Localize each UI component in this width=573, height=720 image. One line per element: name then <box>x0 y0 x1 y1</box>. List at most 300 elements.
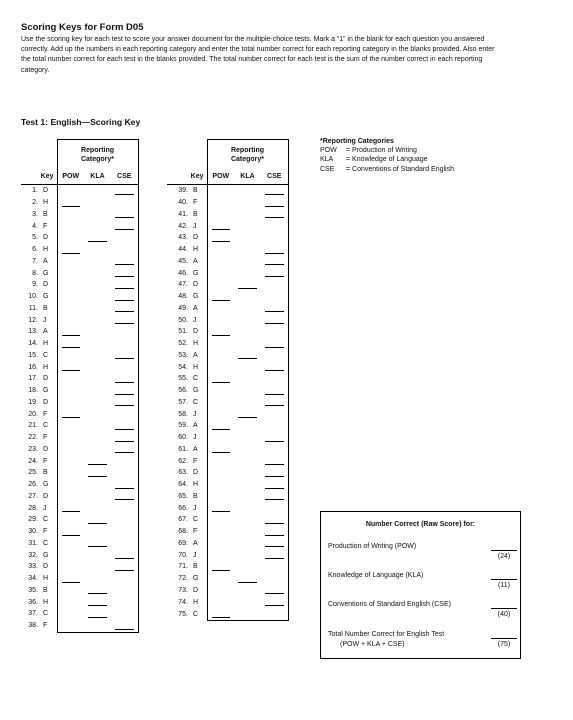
key-row <box>21 209 138 221</box>
answer-blank[interactable] <box>115 229 134 230</box>
answer-blank[interactable] <box>88 241 107 242</box>
category-cell <box>57 620 84 632</box>
answer-key: D <box>43 445 49 453</box>
category-cell <box>234 561 261 573</box>
key-row <box>21 314 138 326</box>
category-cell <box>207 432 234 444</box>
category-cell <box>57 220 84 232</box>
category-cell <box>57 514 84 526</box>
category-cell <box>57 256 84 268</box>
key-row <box>167 549 288 561</box>
answer-key: A <box>193 257 198 265</box>
answer-key: D <box>43 187 49 195</box>
key-row <box>167 220 288 232</box>
category-cell <box>57 526 84 538</box>
category-cell <box>261 514 288 526</box>
category-cell <box>261 220 288 232</box>
key-row <box>21 455 138 467</box>
answer-key: B <box>193 492 198 500</box>
key-row <box>21 514 138 526</box>
answer-key: H <box>43 575 49 583</box>
answer-blank[interactable] <box>265 593 284 594</box>
answer-blank[interactable] <box>115 300 134 301</box>
answer-blank[interactable] <box>265 394 284 395</box>
answer-blank[interactable] <box>62 535 81 536</box>
category-cell <box>207 444 234 456</box>
category-cell <box>261 267 288 279</box>
answer-key: D <box>43 563 49 571</box>
category-cell <box>84 538 111 550</box>
category-cell <box>261 279 288 291</box>
answer-blank[interactable] <box>115 311 134 312</box>
category-cell <box>207 408 234 420</box>
answer-key: D <box>193 469 199 477</box>
answer-key: A <box>43 328 48 336</box>
answer-key: D <box>43 281 49 289</box>
question-number: 74. <box>178 598 188 606</box>
category-cell <box>261 526 288 538</box>
question-number: 46. <box>178 269 188 277</box>
category-cell <box>84 514 111 526</box>
page-title: Scoring Keys for Form D05 <box>21 22 144 33</box>
category-cell <box>261 596 288 608</box>
total-label-line1: Total Number Correct for English Test <box>328 631 445 638</box>
answer-blank[interactable] <box>115 288 134 289</box>
key-row <box>21 326 138 338</box>
answer-key: H <box>193 246 199 254</box>
question-number: 47. <box>178 281 188 289</box>
category-cell <box>84 502 111 514</box>
category-cell <box>234 420 261 432</box>
question-number: 71. <box>178 563 188 571</box>
answer-key: B <box>193 187 198 195</box>
cse-total-blank[interactable] <box>491 600 517 609</box>
answer-key: G <box>193 293 199 301</box>
answer-blank[interactable] <box>115 405 134 406</box>
answer-key: C <box>193 375 199 383</box>
answer-blank[interactable] <box>265 217 284 218</box>
category-cell <box>84 303 111 315</box>
category-cell <box>84 209 111 221</box>
key-row <box>21 573 138 585</box>
key-row <box>21 338 138 350</box>
category-cell <box>84 197 111 209</box>
category-cell <box>84 420 111 432</box>
answer-key: B <box>193 563 198 571</box>
category-cell <box>234 314 261 326</box>
answer-blank[interactable] <box>265 253 284 254</box>
question-number: 6. <box>32 246 38 254</box>
category-cell <box>84 232 111 244</box>
question-number: 59. <box>178 422 188 430</box>
answer-key: D <box>193 281 199 289</box>
category-cell <box>111 455 138 467</box>
answer-blank[interactable] <box>265 441 284 442</box>
category-cell <box>57 350 84 362</box>
reporting-category-header <box>207 140 288 170</box>
key-header: Key <box>21 169 57 185</box>
answer-blank[interactable] <box>265 264 284 265</box>
answer-key: H <box>43 340 49 348</box>
question-number: 48. <box>178 293 188 301</box>
key-row <box>21 373 138 385</box>
answer-blank[interactable] <box>238 417 257 418</box>
category-cell <box>261 256 288 268</box>
answer-key: J <box>193 410 197 418</box>
answer-blank[interactable] <box>212 617 231 618</box>
key-row <box>167 256 288 268</box>
category-cell <box>207 549 234 561</box>
category-cell <box>111 385 138 397</box>
answer-blank[interactable] <box>265 476 284 477</box>
category-cell <box>261 303 288 315</box>
answer-blank[interactable] <box>115 394 134 395</box>
category-cell <box>207 326 234 338</box>
answer-blank[interactable] <box>265 370 284 371</box>
category-cell <box>234 514 261 526</box>
cse-header: CSE <box>261 169 288 185</box>
kla-max: (11) <box>498 582 510 589</box>
category-cell <box>57 420 84 432</box>
category-cell <box>57 479 84 491</box>
answer-key: C <box>193 610 199 618</box>
legend-item <box>320 165 454 174</box>
answer-blank[interactable] <box>115 382 134 383</box>
answer-blank[interactable] <box>265 499 284 500</box>
answer-blank[interactable] <box>212 429 231 430</box>
answer-blank[interactable] <box>88 593 107 594</box>
key-row <box>21 467 138 479</box>
answer-blank[interactable] <box>115 217 134 218</box>
pow-total-label: Production of Writing (POW) <box>328 543 417 550</box>
answer-blank[interactable] <box>62 370 81 371</box>
answer-blank[interactable] <box>62 347 81 348</box>
answer-key: H <box>43 246 49 254</box>
category-cell <box>84 397 111 409</box>
category-cell <box>234 491 261 503</box>
category-cell <box>207 526 234 538</box>
answer-blank[interactable] <box>265 558 284 559</box>
answer-key: G <box>43 551 49 559</box>
category-cell <box>84 244 111 256</box>
category-cell <box>234 526 261 538</box>
category-cell <box>111 608 138 620</box>
category-cell <box>261 232 288 244</box>
answer-key: C <box>43 516 49 524</box>
category-cell <box>57 596 84 608</box>
pow-total-blank[interactable] <box>491 542 517 551</box>
answer-blank[interactable] <box>88 546 107 547</box>
answer-blank[interactable] <box>115 429 134 430</box>
category-cell <box>207 514 234 526</box>
key-row <box>21 385 138 397</box>
answer-blank[interactable] <box>265 347 284 348</box>
answer-key: F <box>193 199 198 207</box>
answer-blank[interactable] <box>212 300 231 301</box>
category-cell <box>57 314 84 326</box>
question-number: 2. <box>32 199 38 207</box>
category-cell <box>84 444 111 456</box>
answer-blank[interactable] <box>115 276 134 277</box>
scoring-key-table-left <box>21 139 139 633</box>
legend-item <box>320 155 454 164</box>
category-cell <box>57 267 84 279</box>
category-cell <box>111 514 138 526</box>
answer-blank[interactable] <box>265 405 284 406</box>
category-cell <box>261 350 288 362</box>
question-number: 11. <box>28 304 38 312</box>
category-cell <box>84 326 111 338</box>
answer-blank[interactable] <box>212 570 231 571</box>
category-cell <box>261 573 288 585</box>
category-cell <box>57 561 84 573</box>
cse-max: (40) <box>497 611 511 618</box>
category-cell <box>261 491 288 503</box>
answer-blank[interactable] <box>238 358 257 359</box>
test-title: Test 1: English—Scoring Key <box>21 117 141 127</box>
key-row <box>167 267 288 279</box>
key-row <box>167 326 288 338</box>
key-row <box>167 491 288 503</box>
category-cell <box>261 185 288 197</box>
category-cell <box>84 338 111 350</box>
question-number: 8. <box>32 269 38 277</box>
category-cell <box>57 338 84 350</box>
question-number: 43. <box>178 234 188 242</box>
answer-blank[interactable] <box>212 452 231 453</box>
category-cell <box>207 314 234 326</box>
answer-blank[interactable] <box>265 464 284 465</box>
category-cell <box>84 432 111 444</box>
legend-item <box>320 146 454 155</box>
answer-blank[interactable] <box>115 570 134 571</box>
pow-header: POW <box>207 169 234 185</box>
answer-key: H <box>193 340 199 348</box>
category-cell <box>111 209 138 221</box>
question-number: 31. <box>28 539 38 547</box>
answer-blank[interactable] <box>265 605 284 606</box>
answer-blank[interactable] <box>265 194 284 195</box>
category-cell <box>261 291 288 303</box>
category-cell <box>207 185 234 197</box>
answer-blank[interactable] <box>238 582 257 583</box>
key-row <box>21 502 138 514</box>
category-cell <box>111 397 138 409</box>
category-cell <box>111 420 138 432</box>
category-cell <box>207 197 234 209</box>
key-row <box>167 420 288 432</box>
key-row <box>21 279 138 291</box>
category-cell <box>207 538 234 550</box>
answer-blank[interactable] <box>115 488 134 489</box>
key-row <box>167 432 288 444</box>
question-number: 13. <box>28 328 38 336</box>
key-row <box>21 303 138 315</box>
key-row <box>167 444 288 456</box>
answer-key: F <box>43 434 48 442</box>
category-cell <box>261 444 288 456</box>
question-number: 58. <box>178 410 188 418</box>
answer-blank[interactable] <box>265 206 284 207</box>
key-row <box>167 467 288 479</box>
key-row <box>167 408 288 420</box>
question-number: 44. <box>178 246 188 254</box>
category-cell <box>261 467 288 479</box>
key-row <box>167 361 288 373</box>
question-number: 17. <box>28 375 38 383</box>
key-row <box>167 538 288 550</box>
category-cell <box>57 397 84 409</box>
category-cell <box>111 526 138 538</box>
answer-blank[interactable] <box>62 206 81 207</box>
question-number: 27. <box>28 492 38 500</box>
category-cell <box>234 197 261 209</box>
category-cell <box>234 256 261 268</box>
answer-blank[interactable] <box>88 617 107 618</box>
category-cell <box>111 444 138 456</box>
answer-blank[interactable] <box>212 382 231 383</box>
category-cell <box>84 479 111 491</box>
category-cell <box>57 491 84 503</box>
category-cell <box>84 455 111 467</box>
category-cell <box>111 267 138 279</box>
category-cell <box>57 303 84 315</box>
question-number: 12. <box>28 316 38 324</box>
answer-blank[interactable] <box>88 523 107 524</box>
question-number: 36. <box>28 598 38 606</box>
category-cell <box>234 338 261 350</box>
category-cell <box>111 291 138 303</box>
category-cell <box>84 185 111 197</box>
key-row <box>167 373 288 385</box>
total-blank[interactable] <box>491 630 517 639</box>
answer-blank[interactable] <box>62 335 81 336</box>
question-number: 51. <box>178 328 188 336</box>
category-cell <box>111 256 138 268</box>
category-cell <box>234 185 261 197</box>
category-cell <box>84 561 111 573</box>
answer-key: D <box>43 398 49 406</box>
category-cell <box>207 209 234 221</box>
category-cell <box>261 209 288 221</box>
category-cell <box>207 455 234 467</box>
question-number: 7. <box>32 257 38 265</box>
answer-key: J <box>193 222 197 230</box>
category-cell <box>234 596 261 608</box>
legend-abbr: POW <box>320 147 337 155</box>
answer-blank[interactable] <box>265 546 284 547</box>
answer-blank[interactable] <box>212 241 231 242</box>
category-cell <box>234 361 261 373</box>
answer-blank[interactable] <box>115 452 134 453</box>
answer-key: J <box>43 504 47 512</box>
answer-blank[interactable] <box>88 464 107 465</box>
category-cell <box>261 397 288 409</box>
category-cell <box>207 596 234 608</box>
key-row <box>167 561 288 573</box>
answer-blank[interactable] <box>115 358 134 359</box>
answer-key: D <box>43 375 49 383</box>
question-number: 26. <box>28 481 38 489</box>
category-cell <box>84 608 111 620</box>
answer-blank[interactable] <box>115 323 134 324</box>
category-cell <box>261 455 288 467</box>
answer-blank[interactable] <box>115 629 134 630</box>
answer-key: B <box>43 469 48 477</box>
category-cell <box>207 232 234 244</box>
answer-key: A <box>193 445 198 453</box>
answer-blank[interactable] <box>265 523 284 524</box>
answer-blank[interactable] <box>238 288 257 289</box>
category-cell <box>234 408 261 420</box>
answer-blank[interactable] <box>62 417 81 418</box>
answer-key: C <box>43 610 49 618</box>
category-cell <box>207 585 234 597</box>
question-number: 29. <box>28 516 38 524</box>
answer-blank[interactable] <box>115 441 134 442</box>
category-cell <box>234 350 261 362</box>
answer-blank[interactable] <box>88 605 107 606</box>
answer-blank[interactable] <box>115 194 134 195</box>
answer-blank[interactable] <box>115 264 134 265</box>
answer-blank[interactable] <box>265 488 284 489</box>
answer-blank[interactable] <box>265 535 284 536</box>
category-cell <box>261 549 288 561</box>
question-number: 32. <box>28 551 38 559</box>
answer-blank[interactable] <box>265 311 284 312</box>
category-cell <box>111 432 138 444</box>
answer-blank[interactable] <box>115 558 134 559</box>
category-cell <box>84 491 111 503</box>
category-cell <box>234 467 261 479</box>
answer-blank[interactable] <box>265 276 284 277</box>
key-row <box>21 620 138 632</box>
question-number: 15. <box>28 351 38 359</box>
category-cell <box>111 303 138 315</box>
key-row <box>21 479 138 491</box>
category-cell <box>207 373 234 385</box>
answer-key: F <box>43 622 48 630</box>
category-cell <box>207 502 234 514</box>
pow-header: POW <box>57 169 84 185</box>
answer-blank[interactable] <box>88 476 107 477</box>
category-cell <box>57 244 84 256</box>
category-cell <box>261 585 288 597</box>
category-cell <box>84 408 111 420</box>
answer-blank[interactable] <box>212 335 231 336</box>
answer-blank[interactable] <box>212 229 231 230</box>
key-row <box>21 538 138 550</box>
category-cell <box>261 326 288 338</box>
answer-blank[interactable] <box>115 499 134 500</box>
key-row <box>21 444 138 456</box>
key-row <box>167 596 288 608</box>
answer-key: H <box>43 363 49 371</box>
key-row <box>21 420 138 432</box>
answer-blank[interactable] <box>62 582 81 583</box>
category-cell <box>207 244 234 256</box>
kla-total-blank[interactable] <box>491 571 517 580</box>
category-cell <box>84 361 111 373</box>
question-number: 62. <box>178 457 188 465</box>
answer-blank[interactable] <box>212 511 231 512</box>
category-cell <box>234 502 261 514</box>
answer-key: C <box>43 351 49 359</box>
key-row <box>167 338 288 350</box>
answer-blank[interactable] <box>62 511 81 512</box>
answer-blank[interactable] <box>62 253 81 254</box>
answer-blank[interactable] <box>265 323 284 324</box>
